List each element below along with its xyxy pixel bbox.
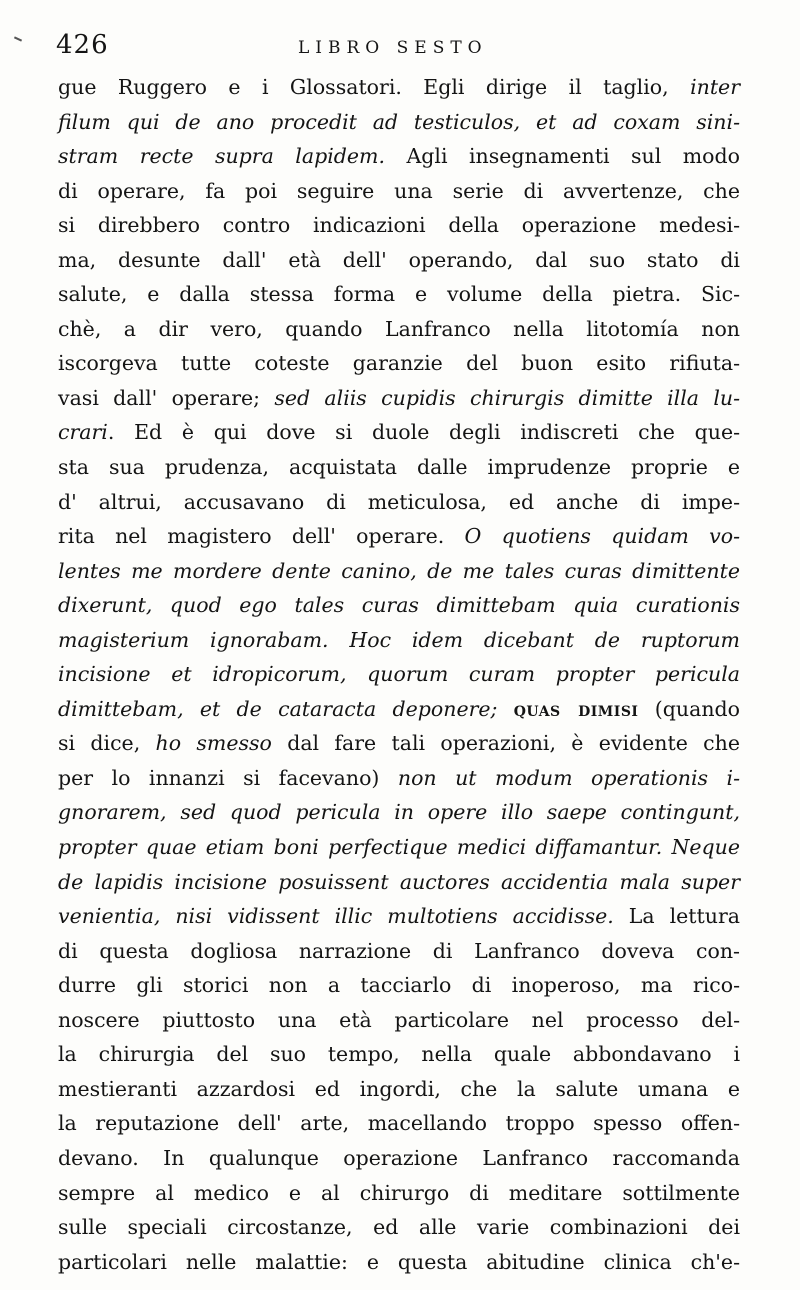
text-segment: particolari nelle malattie: e questa abitudine clinica ch'e- xyxy=(58,1249,740,1274)
text-line xyxy=(58,346,740,381)
text-line xyxy=(58,554,740,589)
text-line xyxy=(58,105,740,140)
text-line xyxy=(58,657,740,692)
text-line xyxy=(58,795,740,830)
italic-segment: venientia, nisi vidissent illic multotiens accidisse. xyxy=(58,904,614,929)
text-line xyxy=(58,865,740,900)
text-segment: la reputazione dell' arte, macellando troppo spesso offen- xyxy=(58,1111,740,1136)
text-line xyxy=(58,1003,740,1038)
text-segment: iscorgeva tutte coteste garanzie del buon esito rifiuta- xyxy=(58,351,740,376)
text-segment: gue Ruggero e i Glossatori. Egli dirige il taglio, xyxy=(58,75,691,99)
italic-segment: magisterium ignorabam. Hoc idem dicebant de ruptorum xyxy=(58,627,740,652)
text-segment: chè, a dir vero, quando Lanfranco nella litotomía non xyxy=(58,316,740,341)
text-line xyxy=(58,692,740,727)
text-line xyxy=(58,1106,740,1141)
text-line xyxy=(58,519,740,554)
italic-segment: propter quae etiam boni perfectique medici diffamantur. Neque xyxy=(58,835,740,860)
running-head: LIBRO SESTO xyxy=(298,38,488,58)
italic-segment: filum qui de ano procedit ad testiculos, et ad coxam sini- xyxy=(58,109,740,134)
text-segment: d' altrui, accusavano di meticulosa, ed anche di impe- xyxy=(58,489,740,514)
text-line xyxy=(58,934,740,969)
text-line xyxy=(58,761,740,796)
text-segment: noscere piuttosto una età particolare nel processo del- xyxy=(58,1007,740,1032)
italic-segment: lentes me mordere dente canino, de me tales curas dimittente xyxy=(58,558,740,583)
text-segment: dal fare tali operazioni, è evidente che xyxy=(271,731,740,756)
italic-segment: dimittebam, et de cataracta deponere; xyxy=(58,696,514,721)
text-segment: di questa dogliosa narrazione di Lanfranco doveva con- xyxy=(58,938,740,963)
text-line xyxy=(58,726,740,761)
italic-segment: O quotiens quidam vo- xyxy=(464,524,740,549)
text-line xyxy=(58,174,740,209)
text-line xyxy=(58,1037,740,1072)
text-line xyxy=(58,968,740,1003)
italic-segment: ho smesso xyxy=(155,731,272,756)
text-segment: si direbbero contro indicazioni della operazione medesi- xyxy=(58,213,740,238)
text-line xyxy=(58,415,740,450)
text-line xyxy=(58,381,740,416)
text-line xyxy=(58,830,740,865)
text-line xyxy=(58,1245,740,1280)
text-line xyxy=(58,1072,740,1107)
text-segment: vasi dall' operare; xyxy=(58,385,275,410)
text-line xyxy=(58,139,740,174)
text-line xyxy=(58,243,740,278)
text-segment: salute, e dalla stessa forma e volume della pietra. Sic- xyxy=(58,282,740,307)
italic-segment: de lapidis incisione posuissent auctores accidentia mala super xyxy=(58,869,740,894)
text-segment: sulle speciali circostanze, ed alle varie combinazioni dei xyxy=(58,1215,740,1240)
text-line xyxy=(58,208,740,243)
text-line xyxy=(58,485,740,520)
text-line xyxy=(58,70,740,105)
text-line xyxy=(58,312,740,347)
text-segment: per lo innanzi si facevano) xyxy=(58,765,398,790)
margin-mark xyxy=(14,36,22,41)
text-segment: . Ed è qui dove si duole degli indiscreti che que- xyxy=(107,420,740,445)
italic-segment: sed aliis cupidis chirurgis dimitte illa lu- xyxy=(274,385,741,410)
text-line xyxy=(58,1141,740,1176)
text-segment: rita nel magistero dell' operare. xyxy=(58,524,465,549)
text-line xyxy=(58,450,740,485)
text-segment: Agli insegnamenti sul modo xyxy=(384,144,740,169)
text-line xyxy=(58,899,740,934)
text-segment: ma, desunte dall' età dell' operando, dal suo stato di xyxy=(58,247,740,272)
text-segment: La lettura xyxy=(613,904,740,929)
text-line xyxy=(58,623,740,658)
text-segment: sempre al medico e al chirurgo di meditare sottilmente xyxy=(58,1180,740,1205)
italic-segment: non ut modum operationis i- xyxy=(397,765,740,790)
page-header xyxy=(40,26,740,66)
body-text xyxy=(58,70,740,1279)
italic-segment: gnorarem, sed quod pericula in opere illo saepe contingunt, xyxy=(58,800,740,825)
italic-segment: crari xyxy=(58,420,108,445)
text-segment: mestieranti azzardosi ed ingordi, che la salute umana e xyxy=(58,1076,740,1101)
text-segment: si dice, xyxy=(58,731,156,756)
page-number: 426 xyxy=(56,30,109,60)
text-line xyxy=(58,277,740,312)
text-segment: (quando xyxy=(638,696,740,721)
text-line xyxy=(58,588,740,623)
text-segment: di operare, fa poi seguire una serie di avvertenze, che xyxy=(58,178,740,203)
italic-segment: stram recte supra lapidem. xyxy=(58,144,385,169)
text-line xyxy=(58,1176,740,1211)
italic-segment: incisione et idropicorum, quorum curam propter pericula xyxy=(58,662,740,687)
text-segment: la chirurgia del suo tempo, nella quale abbondavano i xyxy=(58,1042,740,1067)
text-segment: devano. In qualunque operazione Lanfranco raccomanda xyxy=(58,1145,740,1170)
text-line xyxy=(58,1210,740,1245)
small-caps-segment: quas dimisi xyxy=(513,696,639,721)
italic-segment: inter xyxy=(690,75,740,99)
text-segment: sta sua prudenza, acquistata dalle imprudenze proprie e xyxy=(58,455,740,480)
text-segment: durre gli storici non a tacciarlo di inoperoso, ma rico- xyxy=(58,973,740,998)
italic-segment: dixerunt, quod ego tales curas dimittebam quia curationis xyxy=(58,593,740,618)
